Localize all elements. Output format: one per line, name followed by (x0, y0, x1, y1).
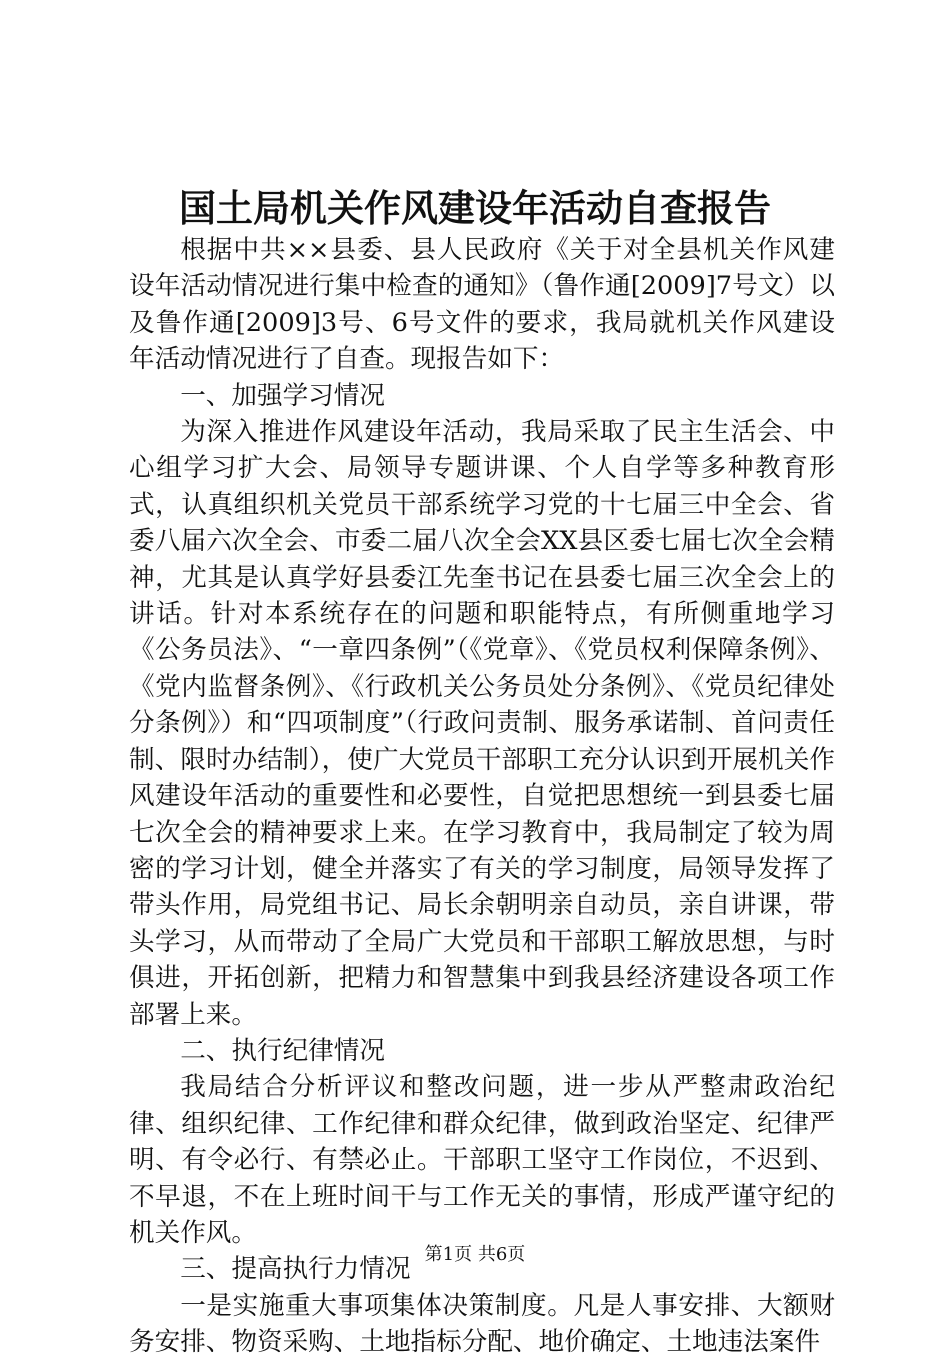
section-heading-2: 二、执行纪律情况 (180, 1035, 385, 1066)
section-1-paragraph: 为深入推进作风建设年活动，我局采取了民主生活会、中心组学习扩大会、局领导专题讲课、个人自学等多种教育形式，认真组织机关党员干部系统学习党的十七届三中全会、省委八届六次全会、市委二届八次全会XX县区委七届七次全会精神，尤其是认真学好县委江先奎书记在县委七届三次全会上的讲话。针对本系统存在的问题和职能特点，有所侧重地学习《公务员法》、“一章四条例”（《党章》、《党员权利保障条例》、《党内监督条例》、《行政机关公务员处分条例》、《党员纪律处分条例》）和“四项制度”（行政问责制、服务承诺制、首问责任制、限时办结制），使广大党员干部职工充分认识到开展机关作风建设年活动的重要性和必要性，自觉把思想统一到县委七届七次全会的精神要求上来。在学习教育中，我局制定了较为周密的学习计划，健全并落实了有关的学习制度，局领导发挥了带头作用，局党组书记、局长余朝明亲自动员，亲自讲课，带头学习，从而带动了全局广大党员和干部职工解放思想，与时俱进，开拓创新，把精力和智慧集中到我县经济建设各项工作部署上来。 (129, 417, 835, 1030)
section-heading-3: 三、提高执行力情况 (180, 1254, 411, 1285)
intro-paragraph: 根据中共××县委、县人民政府《关于对全县机关作风建设年活动情况进行集中检查的通知》（鲁作通[2009]7号文）以及鲁作通[2009]3号、6号文件的要求，我局就机关作风建设年活动情况进行了自查。现报告如下： (129, 235, 835, 375)
section-heading-1: 一、加强学习情况 (180, 380, 385, 411)
page-footer: 第1页 共6页 (424, 1244, 526, 1265)
document-body (129, 232, 835, 1361)
document-title: 国土局机关作风建设年活动自查报告 (179, 186, 771, 230)
section-3-paragraph: 一是实施重大事项集体决策制度。凡是人事安排、大额财务安排、物资采购、土地指标分配、地价确定、土地违法案件 (129, 1290, 835, 1358)
section-2-paragraph: 我局结合分析评议和整改问题，进一步从严整肃政治纪律、组织纪律、工作纪律和群众纪律，做到政治坚定、纪律严明、有令必行、有禁必止。干部职工坚守工作岗位，不迟到、不早退，不在上班时间干与工作无关的事情，形成严谨守纪的机关作风。 (129, 1072, 835, 1248)
